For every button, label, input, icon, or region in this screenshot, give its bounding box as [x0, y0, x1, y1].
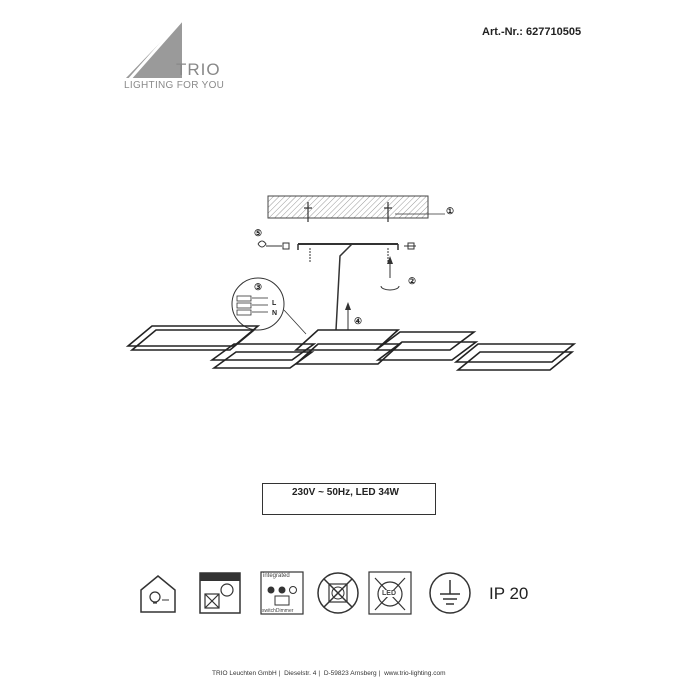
step-1-label: ①	[446, 206, 455, 216]
step-2-label: ②	[408, 276, 417, 286]
led-panel-frames	[128, 326, 574, 370]
footer: TRIO Leuchten GmbH | Dieselstr. 4 | D-59823 Arnsberg | www.trio-lighting.com	[212, 670, 446, 677]
brand-tagline: LIGHTING FOR YOU	[124, 80, 225, 91]
article-number: Art.-Nr.: 627710505	[482, 26, 582, 38]
step-4-label: ④	[354, 316, 363, 326]
terminal-label-l: L	[272, 300, 277, 307]
no-insulation-cover-icon	[197, 570, 243, 616]
footer-company: TRIO Leuchten GmbH	[212, 670, 277, 677]
side-screw-right	[404, 243, 416, 249]
integrated-label: integrated	[263, 573, 290, 579]
switch-dimmer-label: switchDimmer	[262, 608, 294, 614]
step-5-label: ⑤	[254, 228, 263, 238]
ip-rating: IP 20	[489, 584, 529, 603]
footer-street: Dieselstr. 4	[284, 670, 317, 677]
side-screw-left	[266, 243, 289, 249]
brand-name: TRIO	[176, 60, 221, 79]
no-direct-mounting-icon	[315, 570, 361, 616]
suspension-cable	[336, 244, 352, 330]
footer-city: D-59823 Arnsberg	[323, 670, 377, 677]
ceiling-block	[268, 196, 428, 218]
led-label: LED	[382, 590, 396, 597]
step-3-label: ③	[254, 282, 263, 292]
footer-web[interactable]: www.trio-lighting.com	[384, 670, 446, 677]
protective-earth-icon	[427, 570, 473, 616]
spec-text: 230V ~ 50Hz, LED 34W	[292, 487, 399, 498]
indoor-use-icon	[135, 570, 181, 616]
terminal-label-n: N	[272, 310, 278, 317]
